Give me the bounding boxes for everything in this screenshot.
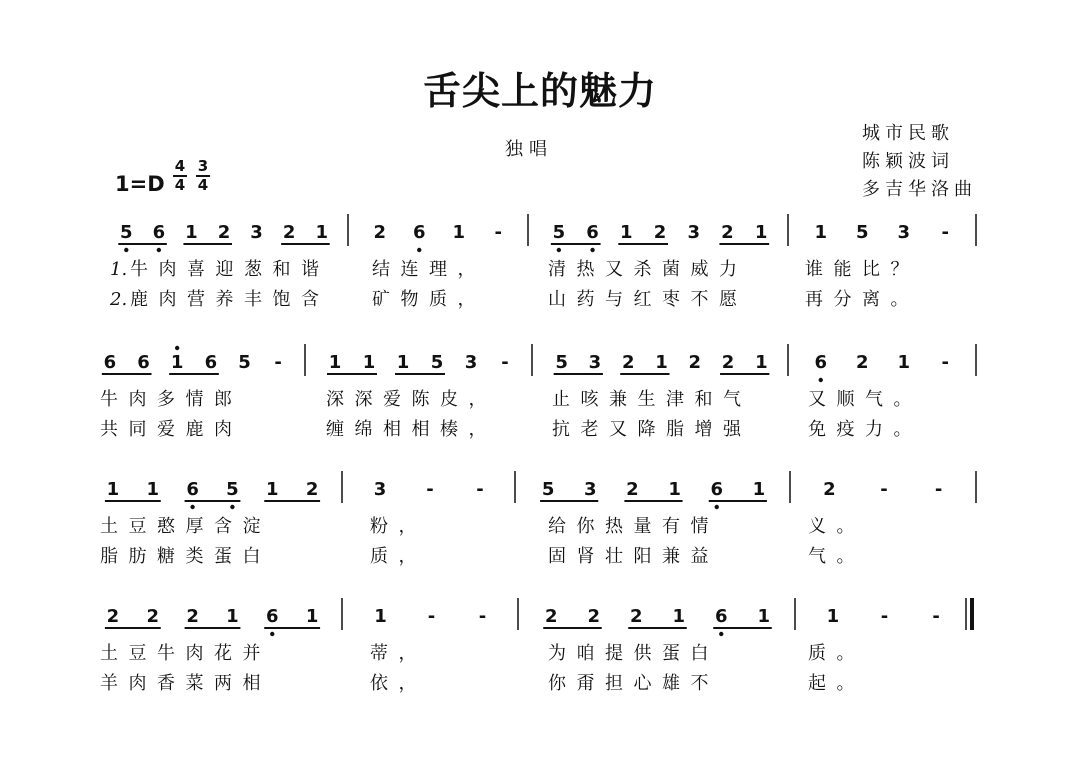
lyric-char: 。 [836, 516, 855, 537]
note: 6 [186, 479, 199, 500]
lyric-char: 和 [272, 259, 291, 280]
lower-octave-dot [190, 505, 194, 509]
note-dash: - [478, 606, 487, 627]
verse-number: 1. [110, 259, 128, 280]
note: 1 [305, 606, 319, 627]
lyric-char: 肉 [214, 419, 232, 440]
lyric-char: ， [398, 643, 417, 664]
note: 6 [137, 352, 150, 373]
lyric-char: 共 [100, 419, 118, 440]
note: 1 [146, 479, 160, 500]
lyric-char: 花 [214, 643, 232, 664]
lyric-char: 深 [354, 389, 373, 410]
lyric-char: 心 [633, 673, 652, 694]
lyric-char: 量 [633, 516, 652, 537]
lower-octave-dot [124, 248, 128, 252]
note-dash: - [274, 352, 282, 373]
lyric-char: 阳 [633, 546, 652, 567]
lyric-char: 肉 [128, 389, 147, 410]
lyric-char: 蒂 [370, 643, 388, 664]
note: 2 [653, 222, 667, 243]
lyric-char: 鹿 [185, 419, 204, 440]
note: 2 [621, 352, 635, 373]
lyric-char: 白 [242, 546, 261, 567]
note: 3 [250, 222, 263, 243]
note: 3 [464, 352, 478, 373]
note: 6 [103, 352, 117, 373]
lyric-char: 为 [548, 643, 566, 664]
note: 1 [362, 352, 376, 373]
note: 1 [752, 479, 766, 500]
lyric-char: 丰 [244, 289, 262, 310]
meter-numerator: 4 [174, 157, 186, 175]
lyric-char: 。 [836, 643, 855, 664]
note: 3 [373, 479, 387, 500]
note: 6 [710, 479, 724, 500]
note: 5 [226, 479, 239, 500]
lyric-char: 牛 [157, 643, 175, 664]
song-title: 舌尖上的魅力 [422, 68, 657, 113]
note: 1 [672, 606, 686, 627]
lyric-char: 与 [605, 289, 623, 310]
credit-source: 城市民歌 [862, 123, 954, 144]
lyric-char: 顺 [836, 389, 855, 410]
lyric-char: 情 [690, 516, 709, 537]
note: 3 [588, 352, 602, 373]
note: 5 [855, 222, 869, 243]
lyric-char: 矿 [372, 289, 390, 310]
lyric-char: 养 [215, 289, 234, 310]
note: 1 [755, 352, 768, 373]
lyric-char: 。 [836, 673, 855, 694]
lyric-char: 肉 [128, 673, 147, 694]
note: 1 [374, 606, 387, 627]
note: 5 [238, 352, 251, 373]
lyric-char: 又 [609, 419, 627, 440]
lower-octave-dot [157, 248, 161, 252]
note-dash: - [880, 479, 888, 500]
note: 2 [721, 352, 735, 373]
note: 2 [721, 222, 734, 243]
lyric-char: 同 [128, 419, 147, 440]
lyric-char: 肾 [576, 546, 595, 567]
lyric-char: 疫 [836, 419, 855, 440]
note: 1 [452, 222, 466, 243]
lyric-char: 义 [808, 516, 826, 537]
lyric-char: 固 [548, 546, 566, 567]
lyric-char: 饱 [272, 289, 291, 310]
lower-octave-dot [590, 248, 594, 252]
lyric-char: 憨 [157, 516, 175, 537]
lyric-char: 葱 [244, 259, 262, 280]
score-system [100, 598, 972, 694]
lyric-char: 相 [242, 673, 261, 694]
lyric-char: 供 [633, 643, 652, 664]
lyric-char: 提 [605, 643, 623, 664]
upper-octave-dot [175, 346, 179, 350]
lyric-char: 。 [836, 546, 855, 567]
lyric-char: 脂 [666, 419, 684, 440]
note: 6 [204, 352, 218, 373]
note-dash: - [941, 222, 949, 243]
lyric-char: 并 [242, 643, 261, 664]
lyric-char: 增 [694, 419, 713, 440]
lyric-char: 淀 [242, 516, 261, 537]
lyric-char: 威 [690, 259, 709, 280]
lyric-char: 咳 [580, 389, 599, 410]
lyric-char: 降 [637, 419, 656, 440]
performance-type: 独唱 [505, 139, 553, 160]
score-system [100, 344, 976, 440]
note: 2 [146, 606, 160, 627]
lower-octave-dot [719, 632, 723, 636]
lyric-char: 担 [605, 673, 623, 694]
note-dash: - [934, 479, 943, 500]
note-dash: - [880, 606, 889, 627]
lyric-char: 壮 [605, 546, 623, 567]
lyric-char: 强 [723, 419, 741, 440]
key-signature: 1=D [115, 172, 165, 196]
note: 3 [583, 479, 597, 500]
lower-octave-dot [557, 248, 561, 252]
lyric-char: 迎 [215, 259, 234, 280]
lyric-char: ？ [890, 259, 909, 280]
lyric-char: 相 [383, 419, 401, 440]
note: 2 [186, 606, 199, 627]
lyric-char: 爱 [157, 419, 175, 440]
note: 1 [814, 222, 828, 243]
verse-number: 2. [110, 289, 128, 310]
lyric-char: 缠 [326, 419, 344, 440]
lyric-char: 蛋 [662, 643, 680, 664]
lyric-char: 谐 [301, 259, 319, 280]
lyric-char: 抗 [552, 419, 570, 440]
lyric-char: 老 [580, 419, 599, 440]
lyric-char: 益 [690, 546, 709, 567]
lyric-char: 质 [808, 643, 826, 664]
note: 3 [687, 222, 700, 243]
lyric-char: 脂 [100, 546, 118, 567]
lyric-char: 陈 [411, 389, 430, 410]
note: 2 [217, 222, 231, 243]
note-dash: - [941, 352, 949, 373]
lyric-char: 两 [214, 673, 232, 694]
lyric-char: 兼 [662, 546, 680, 567]
note: 2 [688, 352, 702, 373]
note: 3 [897, 222, 911, 243]
lyric-char: 质 [370, 546, 388, 567]
lyric-char: ， [398, 546, 417, 567]
lyric-char: 有 [662, 516, 680, 537]
note: 2 [106, 606, 120, 627]
lyric-char: 谁 [805, 259, 823, 280]
lyric-char: 深 [326, 389, 344, 410]
lower-octave-dot [230, 505, 234, 509]
lyric-char: 能 [833, 259, 852, 280]
lyric-char: 起 [808, 673, 826, 694]
lyric-char: 菌 [662, 259, 680, 280]
note: 5 [541, 479, 555, 500]
note: 1 [754, 222, 768, 243]
lyric-char: 含 [214, 516, 232, 537]
lyric-char: 含 [301, 289, 319, 310]
note: 1 [315, 222, 328, 243]
note: 2 [373, 222, 387, 243]
note: 6 [265, 606, 279, 627]
lower-octave-dot [715, 505, 719, 509]
note: 6 [714, 606, 728, 627]
lyric-char: 止 [552, 389, 570, 410]
lyric-char: 绵 [354, 419, 373, 440]
note: 1 [826, 606, 840, 627]
note-dash: - [494, 222, 502, 243]
lyric-char: 相 [411, 419, 430, 440]
lyric-char: ， [468, 419, 487, 440]
note: 1 [226, 606, 239, 627]
lyric-char: 气 [723, 389, 741, 410]
lower-octave-dot [417, 248, 421, 252]
note: 6 [412, 222, 426, 243]
lyric-char: 力 [865, 419, 883, 440]
lyric-char: 连 [400, 259, 419, 280]
note-dash: - [501, 352, 509, 373]
note: 1 [757, 606, 771, 627]
lyric-char: 你 [548, 673, 566, 694]
note: 5 [552, 222, 566, 243]
lyric-char: 土 [100, 516, 118, 537]
note: 2 [544, 606, 558, 627]
lyric-char: 牛 [130, 259, 148, 280]
lyric-char: 鹿 [130, 289, 148, 310]
lyric-char: ， [398, 516, 417, 537]
lyric-char: 蛋 [214, 546, 232, 567]
note: 2 [626, 479, 639, 500]
lyric-char: 兼 [609, 389, 627, 410]
lyric-char: ， [398, 673, 417, 694]
lyric-char: 肉 [158, 259, 177, 280]
lyric-char: 楱 [440, 419, 458, 440]
lyric-char: 喜 [187, 259, 205, 280]
note: 2 [855, 352, 869, 373]
lyric-char: 肪 [128, 546, 147, 567]
lyric-char: 爱 [383, 389, 401, 410]
lyric-char: 香 [157, 673, 175, 694]
lyric-char: 类 [185, 546, 204, 567]
lyric-char: 热 [576, 259, 595, 280]
lyric-char: 。 [893, 389, 912, 410]
note: 5 [120, 222, 133, 243]
lyric-char: 又 [605, 259, 623, 280]
note: 1 [668, 479, 681, 500]
note: 2 [282, 222, 296, 243]
lyric-char: 豆 [128, 516, 147, 537]
lyric-char: 和 [694, 389, 713, 410]
note: 2 [629, 606, 643, 627]
lyric-char: 免 [808, 419, 826, 440]
lyric-char: 比 [862, 259, 880, 280]
meter-denominator: 4 [174, 176, 186, 194]
note: 5 [555, 352, 568, 373]
lyric-char: 皮 [440, 389, 458, 410]
note: 1 [620, 222, 633, 243]
lyric-char: 再 [805, 289, 823, 310]
lyric-char: 气 [865, 389, 883, 410]
note-dash: - [476, 479, 484, 500]
lyric-char: 郎 [214, 389, 232, 410]
lyric-char: 咱 [576, 643, 595, 664]
note: 1 [328, 352, 342, 373]
note: 1 [265, 479, 279, 500]
lyric-char: ， [457, 259, 476, 280]
lyric-char: 清 [548, 259, 566, 280]
lyric-char: 津 [666, 389, 684, 410]
lyric-char: 不 [690, 289, 709, 310]
credit-composer: 多吉华洛曲 [862, 179, 977, 200]
lyric-char: 给 [548, 516, 566, 537]
note: 1 [106, 479, 120, 500]
lyric-char: 雄 [662, 673, 680, 694]
note: 5 [430, 352, 444, 373]
lyric-char: 离 [862, 289, 880, 310]
lyric-char: 质 [429, 289, 447, 310]
lyric-char: 情 [185, 389, 204, 410]
lyric-char: 依 [370, 673, 388, 694]
lyric-char: 又 [808, 389, 826, 410]
lyric-char: 菜 [185, 673, 204, 694]
note: 6 [586, 222, 599, 243]
note: 6 [152, 222, 166, 243]
lyric-char: 力 [719, 259, 737, 280]
note: 1 [897, 352, 911, 373]
lyric-char: ， [468, 389, 487, 410]
lyric-char: ， [457, 289, 476, 310]
lyric-char: 枣 [662, 289, 680, 310]
lyric-char: 物 [400, 289, 419, 310]
lyric-char: 气 [808, 546, 826, 567]
note-dash: - [427, 606, 436, 627]
lyric-char: 营 [187, 289, 205, 310]
note: 2 [305, 479, 319, 500]
note: 1 [655, 352, 668, 373]
lyric-char: 牛 [100, 389, 118, 410]
lyric-char: 厚 [185, 516, 204, 537]
meter-numerator: 3 [197, 157, 209, 175]
lyric-char: 热 [605, 516, 623, 537]
lower-octave-dot [819, 378, 823, 382]
lyric-char: 理 [429, 259, 447, 280]
lyric-char: 。 [893, 419, 912, 440]
score-system [100, 471, 976, 567]
credit-lyricist: 陈颖波词 [862, 151, 954, 172]
lyric-char: 你 [576, 516, 595, 537]
meter-denominator: 4 [197, 176, 209, 194]
lyric-char: 糖 [157, 546, 175, 567]
lyric-char: 粉 [370, 516, 388, 537]
note: 2 [587, 606, 601, 627]
lyric-char: 白 [690, 643, 709, 664]
lyric-char: 豆 [128, 643, 147, 664]
lyric-char: 生 [637, 389, 656, 410]
lyric-char: 山 [548, 289, 566, 310]
lyric-char: 愿 [719, 289, 737, 310]
lyric-char: 药 [576, 289, 595, 310]
note: 6 [814, 352, 828, 373]
lyric-char: 分 [833, 289, 852, 310]
lower-octave-dot [270, 632, 274, 636]
lyric-char: 甭 [576, 673, 595, 694]
note: 1 [396, 352, 410, 373]
lyric-char: 杀 [633, 259, 652, 280]
note-dash: - [426, 479, 434, 500]
note-dash: - [932, 606, 940, 627]
lyric-char: 多 [157, 389, 175, 410]
lyric-char: 红 [633, 289, 652, 310]
score-system [109, 214, 976, 310]
lyric-char: 不 [690, 673, 709, 694]
note: 1 [170, 352, 184, 373]
lyric-char: 。 [890, 289, 909, 310]
lyric-char: 羊 [100, 673, 118, 694]
lyric-char: 土 [100, 643, 118, 664]
note: 1 [185, 222, 198, 243]
note: 2 [823, 479, 836, 500]
lyric-char: 肉 [158, 289, 177, 310]
lyric-char: 肉 [185, 643, 204, 664]
lyric-char: 结 [372, 259, 390, 280]
